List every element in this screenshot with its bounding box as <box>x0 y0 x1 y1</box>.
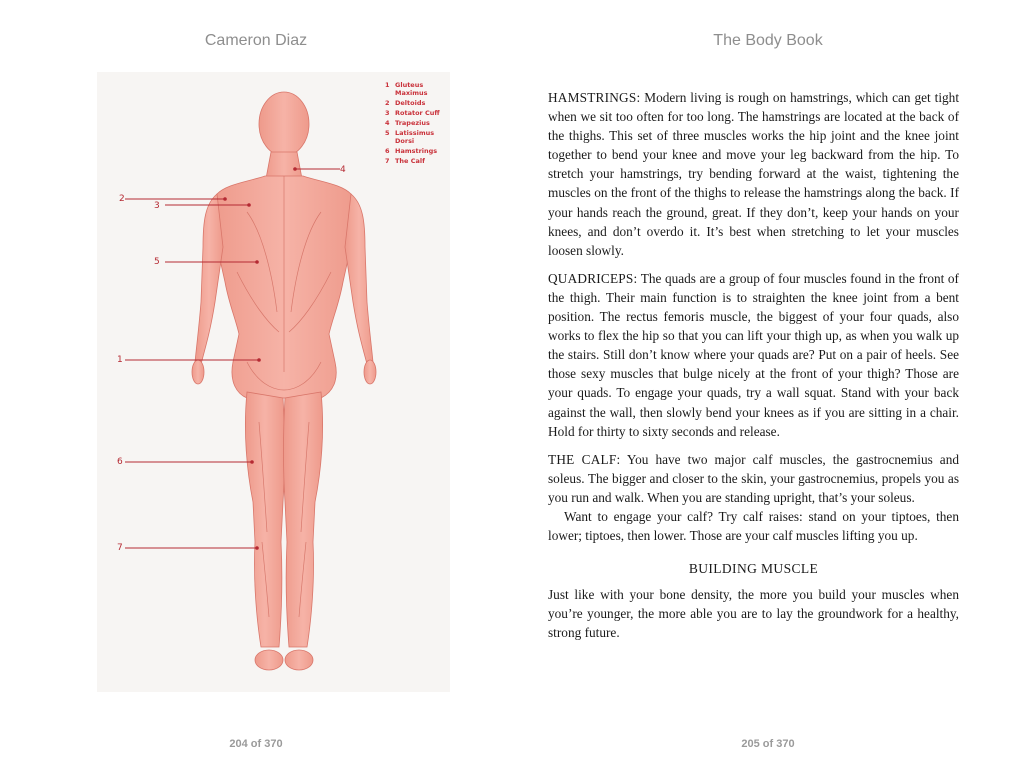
quadriceps-paragraph <box>548 269 959 441</box>
callout-number-3: 3 <box>154 201 160 211</box>
right-hand <box>364 360 376 384</box>
callout-number-4: 4 <box>340 165 346 175</box>
section-heading-building-muscle: BUILDING MUSCLE <box>688 561 819 577</box>
right-page <box>512 0 1024 768</box>
term-calf: THE CALF: <box>548 451 621 467</box>
term-quadriceps: QUADRICEPS: <box>548 270 638 286</box>
left-leg <box>245 392 284 647</box>
callout-number-7: 7 <box>117 543 123 553</box>
hamstrings-body: Modern living is rough on hamstrings, which can get tight when we sit too often for too long. The hamstrings are located at the back of the thighs. This set of three muscles works the hip joint and the knee joint together to bend your knee and move your leg backward from the hip. To stretch your hamstrings, try bending forward at the waist, tightening the muscles on the front of the thighs to release the hamstrings along the back. If your hands reach the ground, great. If they don’t, keep your hands on your knees, and don’t overdo it. It’s best when stretching to let your muscles loosen slowly. <box>548 90 960 258</box>
running-head-title: The Body Book <box>713 32 823 49</box>
legend-item: 1 Gluteus Maximus <box>385 81 428 97</box>
callout-number-2: 2 <box>119 194 125 204</box>
left-arm <box>195 194 223 364</box>
term-hamstrings: HAMSTRINGS: <box>548 90 641 105</box>
legend-item: 3 Rotator Cuff <box>385 109 440 117</box>
building-muscle-paragraph: Just like with your bone density, the more you build your muscles when you’re younger, the more able you are to lay the groundwork for a healthy, strong future. <box>548 587 959 641</box>
legend-item: 2 Deltoids <box>385 99 426 107</box>
quadriceps-body: The quads are a group of four muscles found in the front of the thigh. Their main function is to straighten the knee joint from a bent position. The rectus femoris muscle, the biggest of your four quads, also works to flex the hip so that you can lift your thigh up, as when you walk up the stairs. Still don’t know where your quads are? Put on a pair of heels. See those sexy muscles that bulge nicely at the front of your thigh? Those are your quads. To engage your quads, try a wall squat. Stand with your back against the wall, then slowly bend your knees as if you are sitting in a chair. Hold for thirty to sixty seconds and release. <box>548 270 959 439</box>
callout-number-6: 6 <box>117 457 123 467</box>
hamstrings-paragraph <box>548 88 959 260</box>
left-foot <box>255 650 283 670</box>
page-number-left: 204 of 370 <box>229 738 283 750</box>
calf-body: You have two major calf muscles, the gastrocnemius and soleus. The bigger and closer to the skin, your gastrocnemius, propels you as you run and walk. When you are standing upright, that’s your soleus. <box>548 451 960 505</box>
head <box>259 92 309 156</box>
legend-item: 5 Latissimus Dorsi <box>385 129 435 145</box>
right-foot <box>285 650 313 670</box>
legend-item: 7 The Calf <box>385 157 425 165</box>
figure-legend <box>385 81 455 167</box>
calf-paragraph-2: Want to engage your calf? Try calf raises: stand on your tiptoes, then lower; tiptoes, then lower. Those are your calf muscles lifting you up. <box>548 508 959 544</box>
legend-item: 4 Trapezius <box>385 119 430 127</box>
running-head-author: Cameron Diaz <box>204 32 308 49</box>
callout-number-1: 1 <box>117 355 123 365</box>
body-text <box>548 88 959 652</box>
right-arm <box>345 194 373 364</box>
calf-paragraph <box>548 450 959 507</box>
right-leg <box>284 392 323 647</box>
page-number-right: 205 of 370 <box>741 738 795 750</box>
callout-number-5: 5 <box>154 257 160 267</box>
legend-item: 6 Hamstrings <box>385 147 438 155</box>
left-hand <box>192 360 204 384</box>
